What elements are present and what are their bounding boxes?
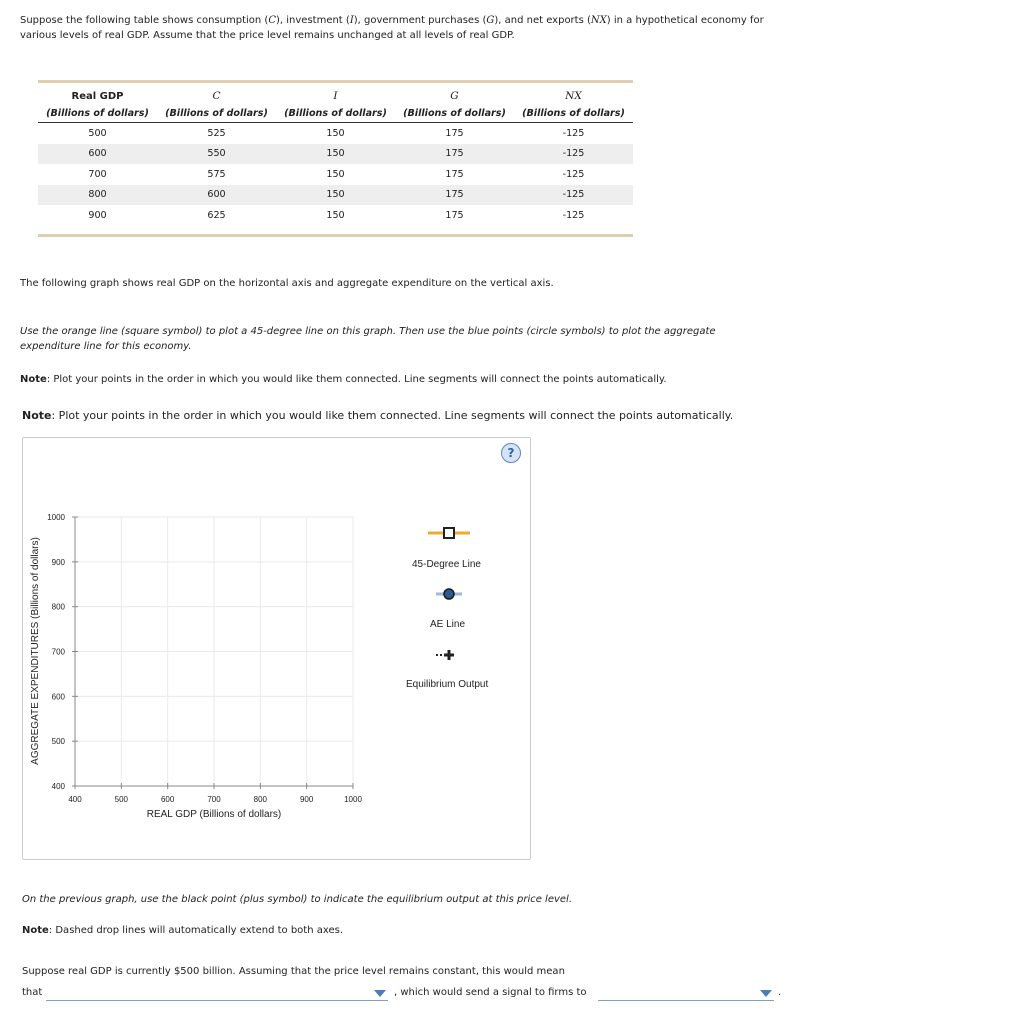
table-row bbox=[38, 164, 633, 185]
table-cell: 150 bbox=[326, 209, 345, 221]
header-real-gdp: Real GDP bbox=[71, 90, 124, 102]
y-tick-label: 400 bbox=[51, 782, 65, 791]
y-tick-label: 500 bbox=[51, 737, 65, 747]
table-cell: -125 bbox=[562, 209, 585, 221]
question-3: Suppose real GDP is currently $500 billion. Assuming that the price level remains constant, this would mean bbox=[22, 966, 565, 977]
square-marker-icon bbox=[444, 528, 454, 538]
note-3: Note: Dashed drop lines will automatically extend to both axes. bbox=[22, 925, 344, 936]
question-3-suffix: . bbox=[778, 987, 782, 998]
table-bottom-rule bbox=[38, 234, 633, 237]
x-tick-label: 600 bbox=[160, 795, 175, 804]
legend-label-45-degree: 45-Degree Line bbox=[412, 559, 481, 570]
header-unit: (Billions of dollars) bbox=[514, 105, 633, 123]
symbol-c: C bbox=[268, 15, 276, 26]
table-cell: 150 bbox=[326, 127, 345, 139]
x-tick-label: 700 bbox=[207, 795, 221, 804]
x-tick-label: 900 bbox=[299, 795, 314, 804]
table-row bbox=[38, 144, 633, 165]
x-tick-label: 400 bbox=[68, 795, 82, 804]
intro-paragraph: Suppose the following table shows consumption (C), investment (I), government purchases (G), and net exports (NX) in a hypothetical economy for various levels of real GDP. Assume that the price level remains unchanged at all levels of real GDP. bbox=[20, 15, 764, 41]
header-unit: (Billions of dollars) bbox=[38, 105, 157, 123]
table-row bbox=[38, 185, 633, 206]
table-cell: 175 bbox=[395, 185, 514, 206]
header-unit: (Billions of dollars) bbox=[157, 105, 276, 123]
header-nx: NX bbox=[565, 90, 582, 102]
table-cell: -125 bbox=[562, 127, 585, 139]
table-cell: 175 bbox=[445, 168, 464, 180]
legend-equilibrium-tool[interactable] bbox=[436, 647, 462, 663]
legend-label-ae-line: AE Line bbox=[430, 619, 466, 630]
table-cell: -125 bbox=[514, 144, 633, 165]
help-icon[interactable]: ? bbox=[501, 443, 521, 463]
table-cell: 150 bbox=[326, 168, 345, 180]
x-tick-label: 800 bbox=[253, 795, 268, 804]
header-i: I bbox=[333, 90, 338, 102]
chevron-down-icon bbox=[760, 990, 772, 997]
note-1: Note: Plot your points in the order in which you would like them connected. Line segments will connect the points automatically. bbox=[20, 374, 667, 385]
question-2: On the previous graph, use the black point (plus symbol) to indicate the equilibrium output at this price level. bbox=[22, 894, 573, 905]
table-cell: 150 bbox=[276, 144, 395, 165]
table-cell: 700 bbox=[88, 168, 107, 180]
x-axis-title: REAL GDP (Billions of dollars) bbox=[146, 809, 282, 820]
chevron-down-icon bbox=[374, 990, 386, 997]
table-cell: 175 bbox=[445, 209, 464, 221]
answer-select-2[interactable] bbox=[598, 988, 774, 1001]
y-axis-title: AGGREGATE EXPENDITURES (Billions of dollars) bbox=[30, 537, 41, 765]
table-cell: 900 bbox=[88, 209, 107, 221]
table-row bbox=[38, 123, 633, 144]
table-cell: 800 bbox=[38, 185, 157, 206]
graph-instruction: Use the orange line (square symbol) to plot a 45-degree line on this graph. Then use the blue points (circle symbols) to plot the aggregate expenditure line for this economy. bbox=[20, 326, 716, 352]
y-tick-label: 800 bbox=[51, 602, 65, 612]
table-cell: 525 bbox=[207, 127, 226, 139]
table-cell: 550 bbox=[157, 144, 276, 165]
header-g: G bbox=[450, 90, 459, 102]
y-tick-label: 1000 bbox=[47, 513, 65, 522]
x-tick-label: 1000 bbox=[344, 795, 362, 804]
header-c: C bbox=[212, 90, 221, 102]
table-row bbox=[38, 205, 633, 226]
table-cell: 600 bbox=[38, 144, 157, 165]
table-cell: -125 bbox=[562, 168, 585, 180]
symbol-i: I bbox=[349, 15, 354, 26]
y-tick-label: 600 bbox=[51, 692, 65, 702]
plus-marker-icon bbox=[444, 650, 454, 660]
y-tick-label: 700 bbox=[51, 647, 65, 657]
answer-select-1[interactable] bbox=[46, 988, 388, 1001]
y-tick-label: 900 bbox=[51, 557, 65, 567]
table-cell: 150 bbox=[276, 185, 395, 206]
question-3-middle: , which would send a signal to firms to bbox=[394, 987, 587, 998]
table-cell: 625 bbox=[207, 209, 226, 221]
table-cell: 175 bbox=[445, 127, 464, 139]
graph-intro: The following graph shows real GDP on the horizontal axis and aggregate expenditure on the vertical axis. bbox=[20, 278, 554, 289]
legend-ae-line-tool[interactable] bbox=[436, 587, 462, 601]
symbol-g: G bbox=[486, 15, 495, 26]
header-unit: (Billions of dollars) bbox=[276, 105, 395, 123]
table-cell: 175 bbox=[395, 144, 514, 165]
symbol-nx: NX bbox=[590, 15, 607, 26]
table-cell: 600 bbox=[157, 185, 276, 206]
table-cell: 500 bbox=[88, 127, 107, 139]
circle-marker-icon bbox=[444, 589, 454, 599]
data-table bbox=[38, 80, 633, 237]
x-tick-label: 500 bbox=[114, 795, 129, 804]
question-3-prefix: that bbox=[22, 987, 43, 998]
header-unit: (Billions of dollars) bbox=[395, 105, 514, 123]
table-cell: 575 bbox=[207, 168, 226, 180]
legend-label-equilibrium: Equilibrium Output bbox=[406, 679, 489, 690]
legend-45-degree-tool[interactable] bbox=[428, 526, 470, 540]
table-cell: -125 bbox=[514, 185, 633, 206]
note-2: Note: Plot your points in the order in which you would like them connected. Line segments will connect the points automatically. bbox=[22, 409, 734, 422]
